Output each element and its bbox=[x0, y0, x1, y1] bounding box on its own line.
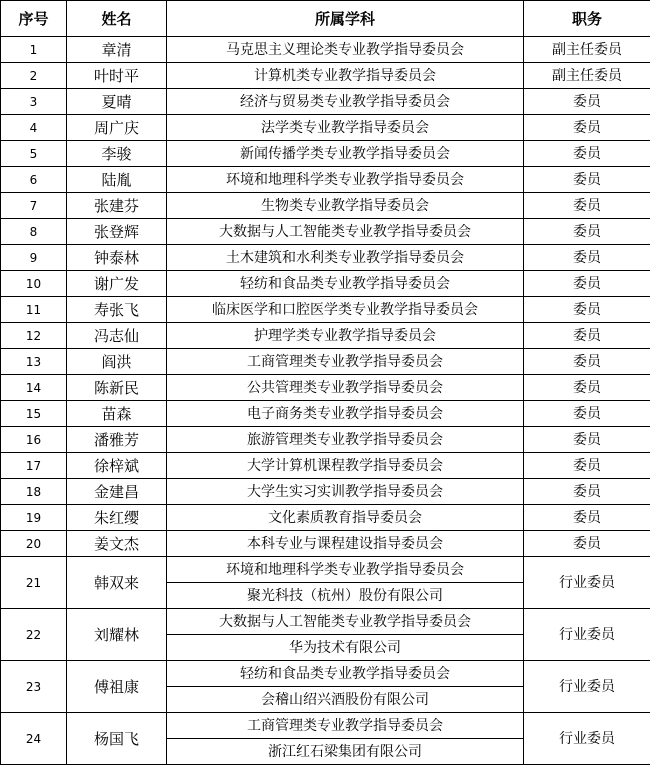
row-role: 委员 bbox=[524, 297, 650, 323]
row-name: 张建芬 bbox=[67, 193, 167, 219]
row-index: 13 bbox=[1, 349, 67, 375]
row-name: 杨国飞 bbox=[67, 713, 167, 765]
row-role: 委员 bbox=[524, 453, 650, 479]
row-discipline: 公共管理类专业教学指导委员会 bbox=[167, 375, 524, 401]
row-index: 14 bbox=[1, 375, 67, 401]
row-role: 行业委员 bbox=[524, 713, 650, 765]
row-name: 朱红缨 bbox=[67, 505, 167, 531]
row-index: 7 bbox=[1, 193, 67, 219]
header-index: 序号 bbox=[1, 1, 67, 37]
row-role: 行业委员 bbox=[524, 557, 650, 609]
table-row bbox=[1, 245, 650, 271]
table-row bbox=[1, 531, 650, 557]
row-index: 2 bbox=[1, 63, 67, 89]
row-company: 华为技术有限公司 bbox=[167, 635, 524, 661]
header-row bbox=[1, 1, 650, 37]
row-index: 9 bbox=[1, 245, 67, 271]
row-discipline: 工商管理类专业教学指导委员会 bbox=[167, 349, 524, 375]
header-discipline: 所属学科 bbox=[167, 1, 524, 37]
table-row bbox=[1, 37, 650, 63]
row-index: 23 bbox=[1, 661, 67, 713]
row-role: 委员 bbox=[524, 193, 650, 219]
row-role: 委员 bbox=[524, 89, 650, 115]
industry-row bbox=[1, 713, 650, 739]
row-company: 会稽山绍兴酒股份有限公司 bbox=[167, 687, 524, 713]
row-discipline: 大学计算机课程教学指导委员会 bbox=[167, 453, 524, 479]
row-discipline: 临床医学和口腔医学类专业教学指导委员会 bbox=[167, 297, 524, 323]
row-name: 阎洪 bbox=[67, 349, 167, 375]
row-name: 陆胤 bbox=[67, 167, 167, 193]
row-name: 李骏 bbox=[67, 141, 167, 167]
row-company: 浙江红石梁集团有限公司 bbox=[167, 739, 524, 765]
table-row bbox=[1, 193, 650, 219]
table-row bbox=[1, 141, 650, 167]
row-discipline: 电子商务类专业教学指导委员会 bbox=[167, 401, 524, 427]
row-role: 委员 bbox=[524, 401, 650, 427]
row-role: 委员 bbox=[524, 479, 650, 505]
table-row bbox=[1, 63, 650, 89]
row-name: 潘雅芳 bbox=[67, 427, 167, 453]
row-index: 15 bbox=[1, 401, 67, 427]
table-row bbox=[1, 323, 650, 349]
row-index: 1 bbox=[1, 37, 67, 63]
row-discipline: 工商管理类专业教学指导委员会 bbox=[167, 713, 524, 739]
row-name: 韩双来 bbox=[67, 557, 167, 609]
row-role: 委员 bbox=[524, 427, 650, 453]
row-name: 谢广发 bbox=[67, 271, 167, 297]
row-role: 委员 bbox=[524, 505, 650, 531]
row-index: 17 bbox=[1, 453, 67, 479]
row-role: 委员 bbox=[524, 271, 650, 297]
row-discipline: 大学生实习实训教学指导委员会 bbox=[167, 479, 524, 505]
row-name: 苗森 bbox=[67, 401, 167, 427]
row-index: 22 bbox=[1, 609, 67, 661]
table-row bbox=[1, 219, 650, 245]
header-name: 姓名 bbox=[67, 1, 167, 37]
row-index: 21 bbox=[1, 557, 67, 609]
table-row bbox=[1, 453, 650, 479]
row-role: 委员 bbox=[524, 531, 650, 557]
row-discipline: 法学类专业教学指导委员会 bbox=[167, 115, 524, 141]
row-role: 委员 bbox=[524, 323, 650, 349]
table-row bbox=[1, 89, 650, 115]
row-index: 11 bbox=[1, 297, 67, 323]
row-name: 徐梓斌 bbox=[67, 453, 167, 479]
row-discipline: 马克思主义理论类专业教学指导委员会 bbox=[167, 37, 524, 63]
row-index: 3 bbox=[1, 89, 67, 115]
row-role: 委员 bbox=[524, 245, 650, 271]
header-role: 职务 bbox=[524, 1, 650, 37]
row-role: 行业委员 bbox=[524, 661, 650, 713]
row-role: 委员 bbox=[524, 167, 650, 193]
row-name: 陈新民 bbox=[67, 375, 167, 401]
row-discipline: 旅游管理类专业教学指导委员会 bbox=[167, 427, 524, 453]
row-index: 4 bbox=[1, 115, 67, 141]
table-row bbox=[1, 115, 650, 141]
row-discipline: 环境和地理科学类专业教学指导委员会 bbox=[167, 557, 524, 583]
row-role: 委员 bbox=[524, 375, 650, 401]
row-index: 16 bbox=[1, 427, 67, 453]
table-row bbox=[1, 427, 650, 453]
row-name: 傅祖康 bbox=[67, 661, 167, 713]
row-index: 6 bbox=[1, 167, 67, 193]
row-discipline: 轻纺和食品类专业教学指导委员会 bbox=[167, 271, 524, 297]
row-discipline: 大数据与人工智能类专业教学指导委员会 bbox=[167, 219, 524, 245]
row-role: 副主任委员 bbox=[524, 63, 650, 89]
row-name: 金建昌 bbox=[67, 479, 167, 505]
row-name: 姜文杰 bbox=[67, 531, 167, 557]
roster-body bbox=[1, 37, 650, 765]
row-discipline: 土木建筑和水利类专业教学指导委员会 bbox=[167, 245, 524, 271]
table-row bbox=[1, 505, 650, 531]
row-role: 委员 bbox=[524, 219, 650, 245]
row-name: 钟泰林 bbox=[67, 245, 167, 271]
table-row bbox=[1, 271, 650, 297]
industry-row bbox=[1, 661, 650, 687]
row-name: 冯志仙 bbox=[67, 323, 167, 349]
row-index: 8 bbox=[1, 219, 67, 245]
row-index: 24 bbox=[1, 713, 67, 765]
row-discipline: 轻纺和食品类专业教学指导委员会 bbox=[167, 661, 524, 687]
table-row bbox=[1, 167, 650, 193]
row-name: 叶时平 bbox=[67, 63, 167, 89]
row-index: 5 bbox=[1, 141, 67, 167]
row-name: 周广庆 bbox=[67, 115, 167, 141]
row-discipline: 环境和地理科学类专业教学指导委员会 bbox=[167, 167, 524, 193]
row-name: 寿张飞 bbox=[67, 297, 167, 323]
row-discipline: 护理学类专业教学指导委员会 bbox=[167, 323, 524, 349]
row-discipline: 文化素质教育指导委员会 bbox=[167, 505, 524, 531]
row-index: 12 bbox=[1, 323, 67, 349]
table-row bbox=[1, 349, 650, 375]
table-row bbox=[1, 375, 650, 401]
row-index: 10 bbox=[1, 271, 67, 297]
row-discipline: 生物类专业教学指导委员会 bbox=[167, 193, 524, 219]
row-discipline: 本科专业与课程建设指导委员会 bbox=[167, 531, 524, 557]
industry-row bbox=[1, 557, 650, 583]
table-row bbox=[1, 401, 650, 427]
row-name: 刘耀林 bbox=[67, 609, 167, 661]
row-index: 18 bbox=[1, 479, 67, 505]
table-row bbox=[1, 479, 650, 505]
row-discipline: 新闻传播学类专业教学指导委员会 bbox=[167, 141, 524, 167]
row-role: 委员 bbox=[524, 115, 650, 141]
row-name: 夏晴 bbox=[67, 89, 167, 115]
row-role: 委员 bbox=[524, 141, 650, 167]
table-row bbox=[1, 297, 650, 323]
row-role: 行业委员 bbox=[524, 609, 650, 661]
row-company: 聚光科技（杭州）股份有限公司 bbox=[167, 583, 524, 609]
row-name: 章清 bbox=[67, 37, 167, 63]
industry-row bbox=[1, 609, 650, 635]
row-discipline: 经济与贸易类专业教学指导委员会 bbox=[167, 89, 524, 115]
row-discipline: 大数据与人工智能类专业教学指导委员会 bbox=[167, 609, 524, 635]
row-discipline: 计算机类专业教学指导委员会 bbox=[167, 63, 524, 89]
row-index: 19 bbox=[1, 505, 67, 531]
row-name: 张登辉 bbox=[67, 219, 167, 245]
row-index: 20 bbox=[1, 531, 67, 557]
row-role: 委员 bbox=[524, 349, 650, 375]
row-role: 副主任委员 bbox=[524, 37, 650, 63]
